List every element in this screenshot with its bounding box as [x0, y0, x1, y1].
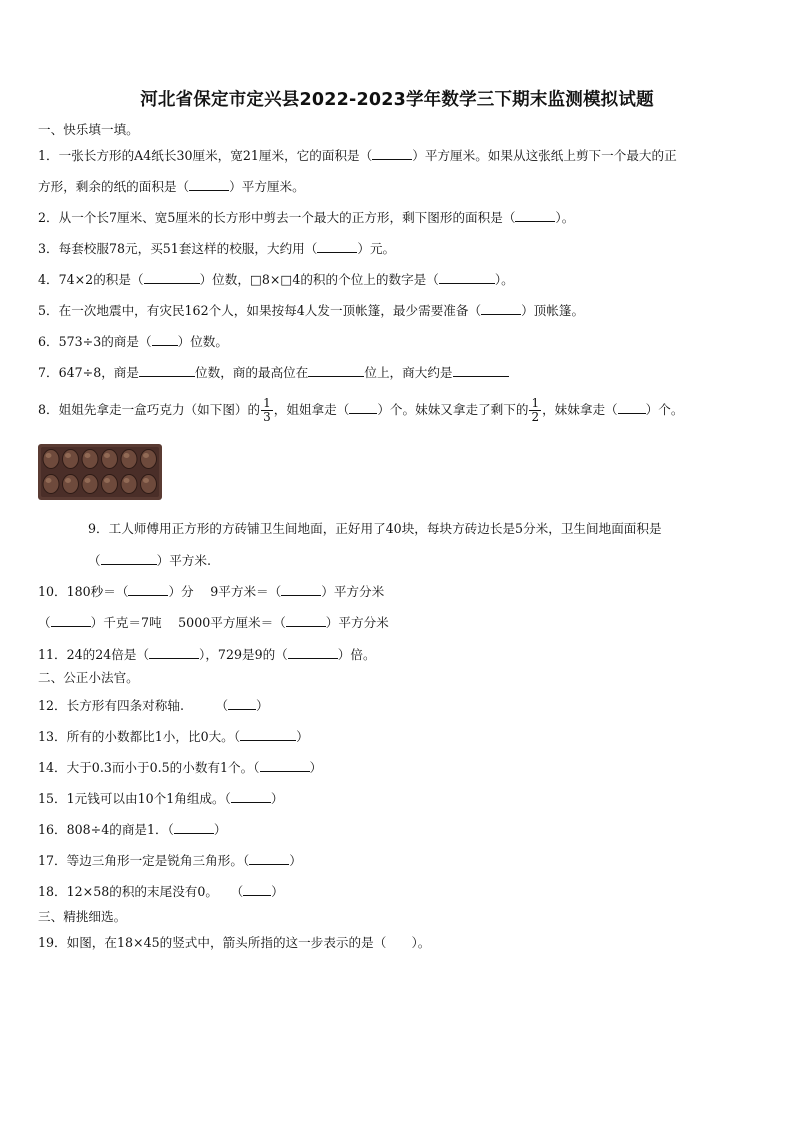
question-1-line-2: 方形，剩余的纸的面积是（ ）平方厘米。	[38, 179, 305, 194]
question-10-line-2: （ ）千克＝7吨 5000平方厘米＝（ ）平方分米	[38, 615, 389, 630]
answer-blank[interactable]	[144, 271, 200, 284]
chocolate-highlight	[124, 478, 130, 483]
section-1-heading: 一、快乐填一填。	[38, 122, 139, 137]
fraction-one-half: $\frac{1}{2}$	[531, 396, 540, 424]
question-11: 11．24的24倍是（ ），729是9的（ ）倍。	[38, 647, 376, 662]
chocolate-piece	[43, 475, 59, 494]
question-17: 17．等边三角形一定是锐角三角形。（ ）	[38, 853, 302, 868]
question-1-line-1: 1．一张长方形的A4纸长30厘米，宽21厘米，它的面积是（ ）平方厘米。如果从这张纸上剪下一个最大的正	[38, 148, 677, 163]
fraction-one-third: $\frac{1}{3}$	[263, 396, 271, 424]
chocolate-piece	[121, 450, 137, 469]
chocolate-highlight	[46, 453, 52, 458]
answer-blank[interactable]	[149, 646, 199, 659]
answer-blank[interactable]	[243, 883, 271, 896]
chocolate-highlight	[124, 453, 130, 458]
answer-blank[interactable]	[288, 646, 338, 659]
answer-blank[interactable]	[228, 697, 256, 710]
chocolate-piece	[121, 475, 137, 494]
answer-blank[interactable]	[139, 364, 195, 377]
answer-blank[interactable]	[189, 178, 229, 191]
question-3: 3．每套校服78元，买51套这样的校服，大约用（ ）元。	[38, 241, 396, 256]
question-13: 13．所有的小数都比1小，比0大。（ ）	[38, 729, 309, 744]
chocolate-piece	[102, 475, 118, 494]
answer-blank[interactable]	[308, 364, 364, 377]
chocolate-piece	[63, 450, 79, 469]
answer-blank[interactable]	[260, 759, 310, 772]
chocolate-piece	[63, 475, 79, 494]
chocolate-piece	[141, 475, 157, 494]
answer-blank[interactable]	[152, 333, 178, 346]
answer-blank[interactable]	[317, 240, 357, 253]
chocolate-highlight	[143, 478, 149, 483]
question-5: 5．在一次地震中，有灾民162个人，如果按每4人发一顶帐篷，最少需要准备（ ）顶帐篷。	[38, 303, 585, 318]
page-title: 河北省保定市定兴县2022-2023学年数学三下期末监测模拟试题	[140, 90, 654, 110]
answer-blank[interactable]	[439, 271, 495, 284]
chocolate-highlight	[65, 453, 71, 458]
chocolate-highlight	[143, 453, 149, 458]
answer-blank[interactable]	[481, 302, 521, 315]
chocolate-piece	[82, 450, 98, 469]
chocolate-highlight	[104, 478, 110, 483]
chocolate-piece	[141, 450, 157, 469]
chocolate-highlight	[85, 478, 91, 483]
chocolate-highlight	[85, 453, 91, 458]
answer-blank[interactable]	[231, 790, 271, 803]
chocolate-piece	[43, 450, 59, 469]
section-2-heading: 二、公正小法官。	[38, 670, 139, 685]
answer-blank[interactable]	[349, 401, 377, 414]
answer-blank[interactable]	[174, 821, 214, 834]
chocolate-highlight	[46, 478, 52, 483]
answer-blank[interactable]	[286, 614, 326, 627]
chocolate-box-image	[38, 444, 162, 500]
chocolate-highlight	[104, 453, 110, 458]
answer-blank[interactable]	[618, 401, 646, 414]
answer-blank[interactable]	[240, 728, 296, 741]
answer-blank[interactable]	[51, 614, 91, 627]
chocolate-piece	[82, 475, 98, 494]
question-8: 8．姐姐先拿走一盒巧克力（如下图）的 $\frac{1}{3}$ ，姐姐拿走（ ）个。妹妹又拿走了剩下的 $\frac{1}{2}$ ，妹妹拿走（ ）个。	[38, 396, 684, 424]
answer-blank[interactable]	[372, 147, 412, 160]
question-15: 15．1元钱可以由10个1角组成。（ ）	[38, 791, 284, 806]
answer-blank[interactable]	[101, 552, 157, 565]
answer-blank[interactable]	[281, 583, 321, 596]
question-19: 19．如图，在18×45的竖式中，箭头所指的这一步表示的是（ ）。	[38, 935, 431, 950]
question-10-line-1: 10．180秒＝（ ）分 9平方米＝（ ）平方分米	[38, 584, 385, 599]
answer-blank[interactable]	[515, 209, 555, 222]
question-2: 2．从一个长7厘米、宽5厘米的长方形中剪去一个最大的正方形，剩下图形的面积是（ ）。	[38, 210, 575, 225]
answer-blank[interactable]	[128, 583, 168, 596]
question-16: 16．808÷4的商是1．（ ）	[38, 822, 227, 837]
question-9-line-2: （ ）平方米.	[88, 553, 211, 568]
question-7: 7．647÷8，商是 位数，商的最高位在 位上，商大约是	[38, 364, 509, 381]
question-14: 14．大于0.3而小于0.5的小数有1个。（ ）	[38, 760, 323, 775]
chocolate-piece	[102, 450, 118, 469]
chocolate-highlight	[65, 478, 71, 483]
question-4: 4．74×2的积是（ ）位数，□8×□4的积的个位上的数字是（ ）。	[38, 272, 514, 287]
section-3-heading: 三、精挑细选。	[38, 909, 127, 924]
question-12: 12．长方形有四条对称轴. （ ）	[38, 698, 269, 713]
answer-blank[interactable]	[453, 364, 509, 377]
question-6: 6．573÷3的商是（ ）位数。	[38, 334, 228, 349]
question-9-line-1: 9．工人师傅用正方形的方砖铺卫生间地面，正好用了40块，每块方砖边长是5分米，卫生间地面面积是	[88, 521, 662, 536]
question-18: 18．12×58的积的末尾没有0。 （ ）	[38, 884, 284, 899]
answer-blank[interactable]	[249, 852, 289, 865]
